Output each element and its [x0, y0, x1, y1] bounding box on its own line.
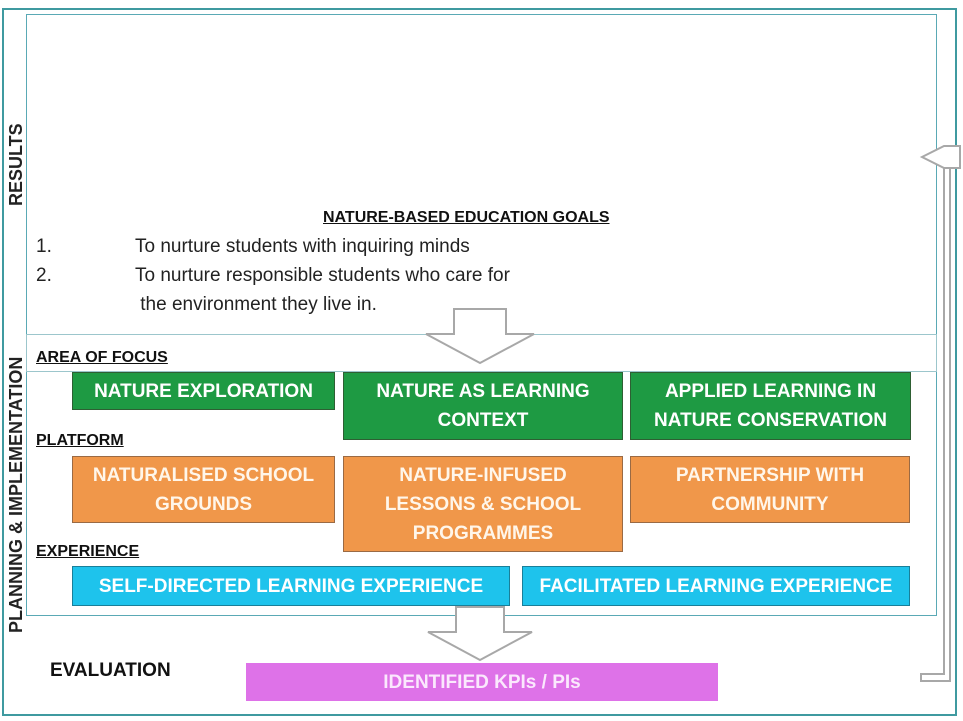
- box-line: SELF-DIRECTED LEARNING EXPERIENCE: [98, 575, 484, 597]
- box-line: NATURE-INFUSED: [399, 464, 567, 486]
- evaluation-label: EVALUATION: [50, 660, 171, 681]
- platform-label: PLATFORM: [36, 432, 124, 449]
- box-line: APPLIED LEARNING IN: [664, 381, 877, 402]
- feedback-arrow-head: [922, 146, 960, 168]
- box-line: CONTEXT: [437, 410, 529, 431]
- goal-text: To nurture responsible students who care for: [135, 265, 510, 286]
- down-arrow-experience-to-evaluation: [428, 607, 532, 660]
- goal-number: 2.: [36, 265, 52, 286]
- box-line: NATURE CONSERVATION: [654, 410, 887, 431]
- goal-text: To nurture students with inquiring minds: [135, 236, 470, 257]
- experience-label: EXPERIENCE: [36, 543, 140, 560]
- box-line: PROGRAMMES: [412, 522, 554, 544]
- box-line: NATURE EXPLORATION: [94, 380, 313, 402]
- goal-number: 1.: [36, 236, 52, 257]
- box-line: FACILITATED LEARNING EXPERIENCE: [539, 575, 893, 597]
- box-line: GROUNDS: [154, 493, 253, 515]
- feedback-loop-arrow: [921, 162, 950, 681]
- box-line: COMMUNITY: [711, 493, 829, 515]
- down-arrow-goals-to-focus: [426, 309, 534, 363]
- planning-implementation-side-label: PLANNING & IMPLEMENTATION: [6, 356, 26, 633]
- box-line: NATURE AS LEARNING: [376, 381, 590, 402]
- results-side-label: RESULTS: [6, 123, 26, 206]
- box-line: NATURALISED SCHOOL: [92, 464, 315, 486]
- goal-text-continued: the environment they live in.: [135, 294, 377, 315]
- area-of-focus-label: AREA OF FOCUS: [36, 349, 168, 366]
- box-line: LESSONS & SCHOOL: [384, 493, 582, 515]
- box-line: IDENTIFIED KPIs / PIs: [383, 671, 581, 693]
- goals-title: NATURE-BASED EDUCATION GOALS: [323, 209, 610, 226]
- box-line: PARTNERSHIP WITH: [675, 464, 865, 486]
